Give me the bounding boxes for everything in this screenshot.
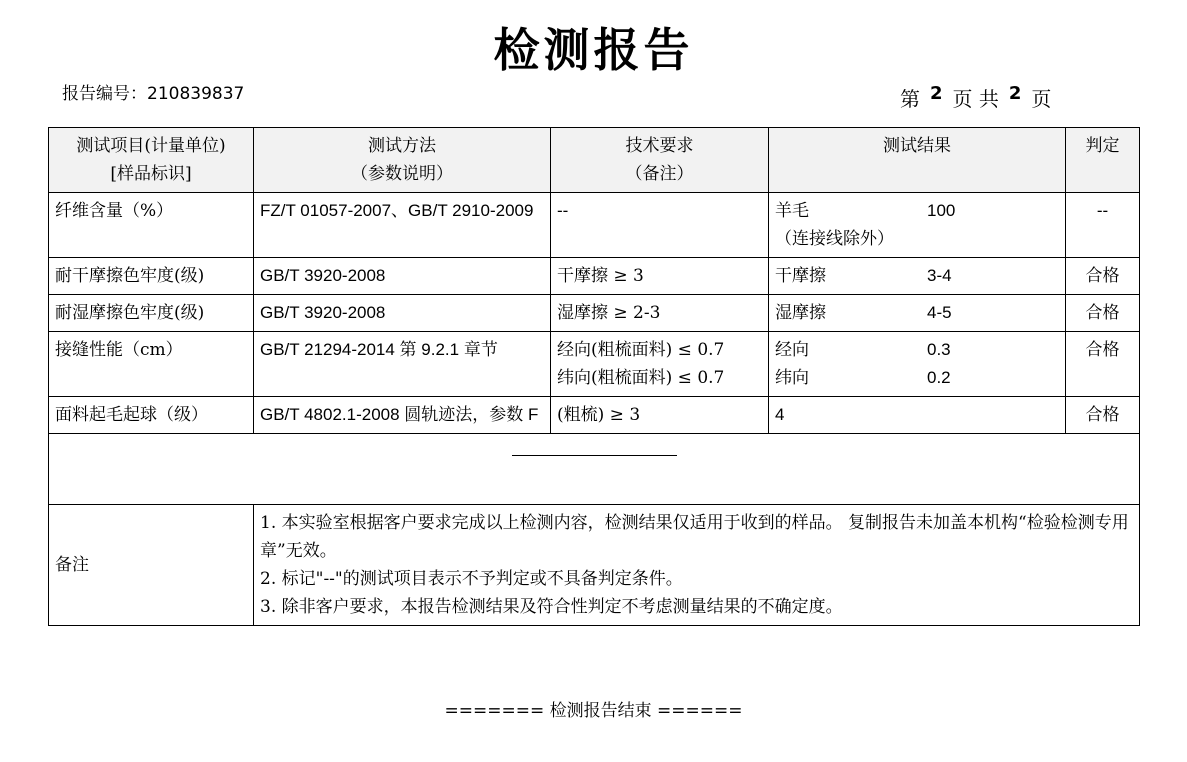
requirement-line: (粗梳) ≥ 3 xyxy=(557,405,641,425)
cell-requirement xyxy=(551,193,769,258)
cell-judge: 合格 xyxy=(1066,295,1140,332)
cell-result xyxy=(769,397,1066,434)
cell-item: 面料起毛起球（级） xyxy=(49,397,254,434)
page-mid: 页 共 xyxy=(952,87,999,111)
header-method xyxy=(254,128,551,193)
result-value: 100 xyxy=(927,201,956,220)
separator-cell xyxy=(49,434,1140,505)
page-title: 检测报告 xyxy=(493,23,694,77)
cell-method: FZ/T 01057-2007、GB/T 2910-2009 xyxy=(254,193,551,258)
header-item-line2: [样品标识] xyxy=(110,164,192,184)
remark-line: 3. 除非客户要求，本报告检测结果及符合性判定不考虑测量结果的不确定度。 xyxy=(260,597,843,617)
requirement-line: 湿摩擦 ≥ 2-3 xyxy=(557,303,661,323)
cell-judge: 合格 xyxy=(1066,258,1140,295)
cell-judge: 合格 xyxy=(1066,332,1140,397)
cell-result xyxy=(769,258,1066,295)
table-row xyxy=(49,295,1140,332)
cell-item: 接缝性能（cm） xyxy=(49,332,254,397)
result-value: 3-4 xyxy=(927,266,952,285)
cell-result xyxy=(769,295,1066,332)
result-label: 湿摩擦 xyxy=(775,303,826,323)
page-total: 2 xyxy=(1008,83,1022,104)
result-value: 0.2 xyxy=(927,368,951,387)
header-req-line2: （备注） xyxy=(625,164,694,184)
header-item xyxy=(49,128,254,193)
requirement-line: 干摩擦 ≥ 3 xyxy=(557,266,644,286)
cell-judge: 合格 xyxy=(1066,397,1140,434)
header-req-line1: 技术要求 xyxy=(625,136,694,156)
cell-requirement xyxy=(551,258,769,295)
cell-result xyxy=(769,193,1066,258)
result-label: 羊毛 xyxy=(775,201,809,221)
end-divider-line xyxy=(512,455,677,456)
remarks-label: 备注 xyxy=(49,505,254,626)
cell-method: GB/T 4802.1-2008 圆轨迹法，参数 F xyxy=(254,397,551,434)
result-label: 干摩擦 xyxy=(775,266,826,286)
page-indicator xyxy=(900,83,1110,112)
test-results-table xyxy=(48,127,1140,626)
remarks-content xyxy=(254,505,1140,626)
cell-item: 耐湿摩擦色牢度(级) xyxy=(49,295,254,332)
cell-judge: -- xyxy=(1066,193,1140,258)
page-prefix: 第 xyxy=(900,87,920,111)
header-item-line1: 测试项目(计量单位) xyxy=(76,136,226,156)
table-row xyxy=(49,258,1140,295)
result-label: 纬向 xyxy=(775,368,809,388)
page-current: 2 xyxy=(930,83,943,104)
table-row xyxy=(49,397,1140,434)
result-note: （连接线除外） xyxy=(775,229,894,249)
remarks-row xyxy=(49,505,1140,626)
header-judge: 判定 xyxy=(1066,128,1140,193)
remark-line: 1. 本实验室根据客户要求完成以上检测内容，检测结果仅适用于收到的样品。 复制报告未加盖本机构“检验检测专用章”无效。 xyxy=(260,513,1129,561)
cell-item: 纤维含量（%） xyxy=(49,193,254,258)
cell-result xyxy=(769,332,1066,397)
header-requirement xyxy=(551,128,769,193)
table-header-row xyxy=(49,128,1140,193)
header-method-line1: 测试方法 xyxy=(368,136,436,156)
remark-line: 2. 标记"--"的测试项目表示不予判定或不具备判定条件。 xyxy=(260,569,683,589)
header-method-line2: （参数说明） xyxy=(351,164,453,184)
requirement-line: 经向(粗梳面料) ≤ 0.7 xyxy=(557,340,725,360)
cell-requirement xyxy=(551,397,769,434)
result-value: 0.3 xyxy=(927,340,951,359)
cell-method: GB/T 3920-2008 xyxy=(254,258,551,295)
table-row xyxy=(49,332,1140,397)
cell-item: 耐干摩擦色牢度(级) xyxy=(49,258,254,295)
table-row xyxy=(49,193,1140,258)
cell-requirement xyxy=(551,332,769,397)
header-result: 测试结果 xyxy=(769,128,1066,193)
page-suffix: 页 xyxy=(1031,87,1052,111)
report-end-text: ======= 检测报告结束 ====== xyxy=(444,701,743,721)
cell-method: GB/T 21294-2014 第 9.2.1 章节 xyxy=(254,332,551,397)
cell-requirement xyxy=(551,295,769,332)
requirement-line: -- xyxy=(557,201,569,220)
result-value: 4-5 xyxy=(927,303,952,322)
result-label: 经向 xyxy=(775,340,809,360)
result-value: 4 xyxy=(775,405,785,424)
separator-row xyxy=(49,434,1140,505)
cell-method: GB/T 3920-2008 xyxy=(254,295,551,332)
report-number: 报告编号：210839837 xyxy=(62,84,245,104)
requirement-line: 纬向(粗梳面料) ≤ 0.7 xyxy=(557,368,725,388)
